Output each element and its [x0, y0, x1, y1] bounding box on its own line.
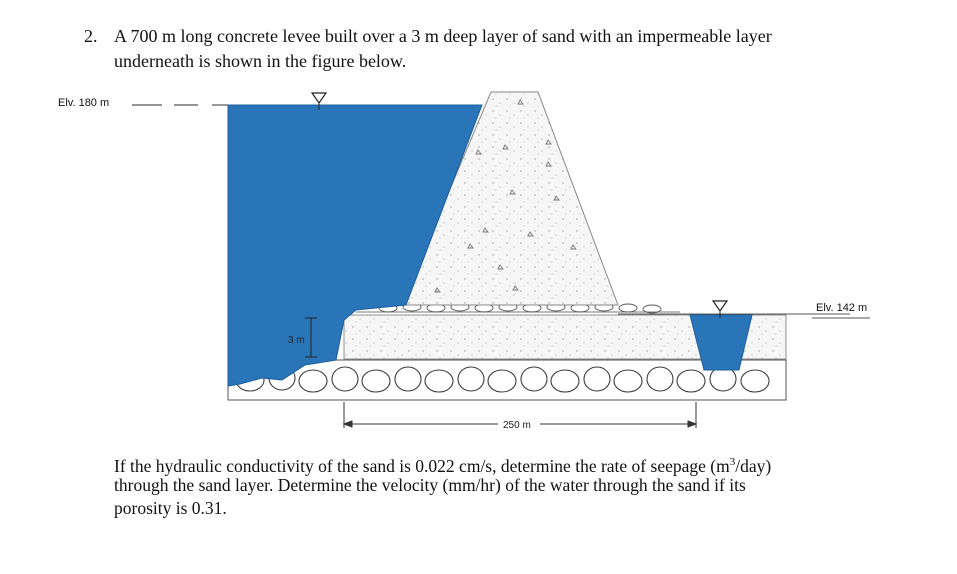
question-line-1-prefix: If the hydraulic conductivity of the sand is 0.022 cm/s, determine the rate of seepage (m [114, 455, 730, 476]
problem-number: 2. [84, 26, 98, 46]
sand-thickness-label: 3 m [288, 335, 305, 346]
problem-statement-line-1: A 700 m long concrete levee built over a 3 m deep layer of sand with an impermeable layer [114, 26, 772, 46]
question-line-1-suffix: /day) [735, 455, 772, 476]
left-elevation-label: Elv. 180 m [58, 97, 110, 109]
impermeable-layer [228, 360, 786, 400]
question-line-2: through the sand layer. Determine the velocity (mm/hr) of the water through the sand if its [114, 475, 746, 495]
seepage-length-label: 250 m [503, 420, 531, 431]
cubic-exponent: 3 [729, 456, 736, 468]
right-elevation-label: Elv. 142 m [816, 302, 868, 314]
question-line-3: porosity is 0.31. [114, 498, 227, 518]
problem-statement-line-2: underneath is shown in the figure below. [114, 51, 407, 71]
